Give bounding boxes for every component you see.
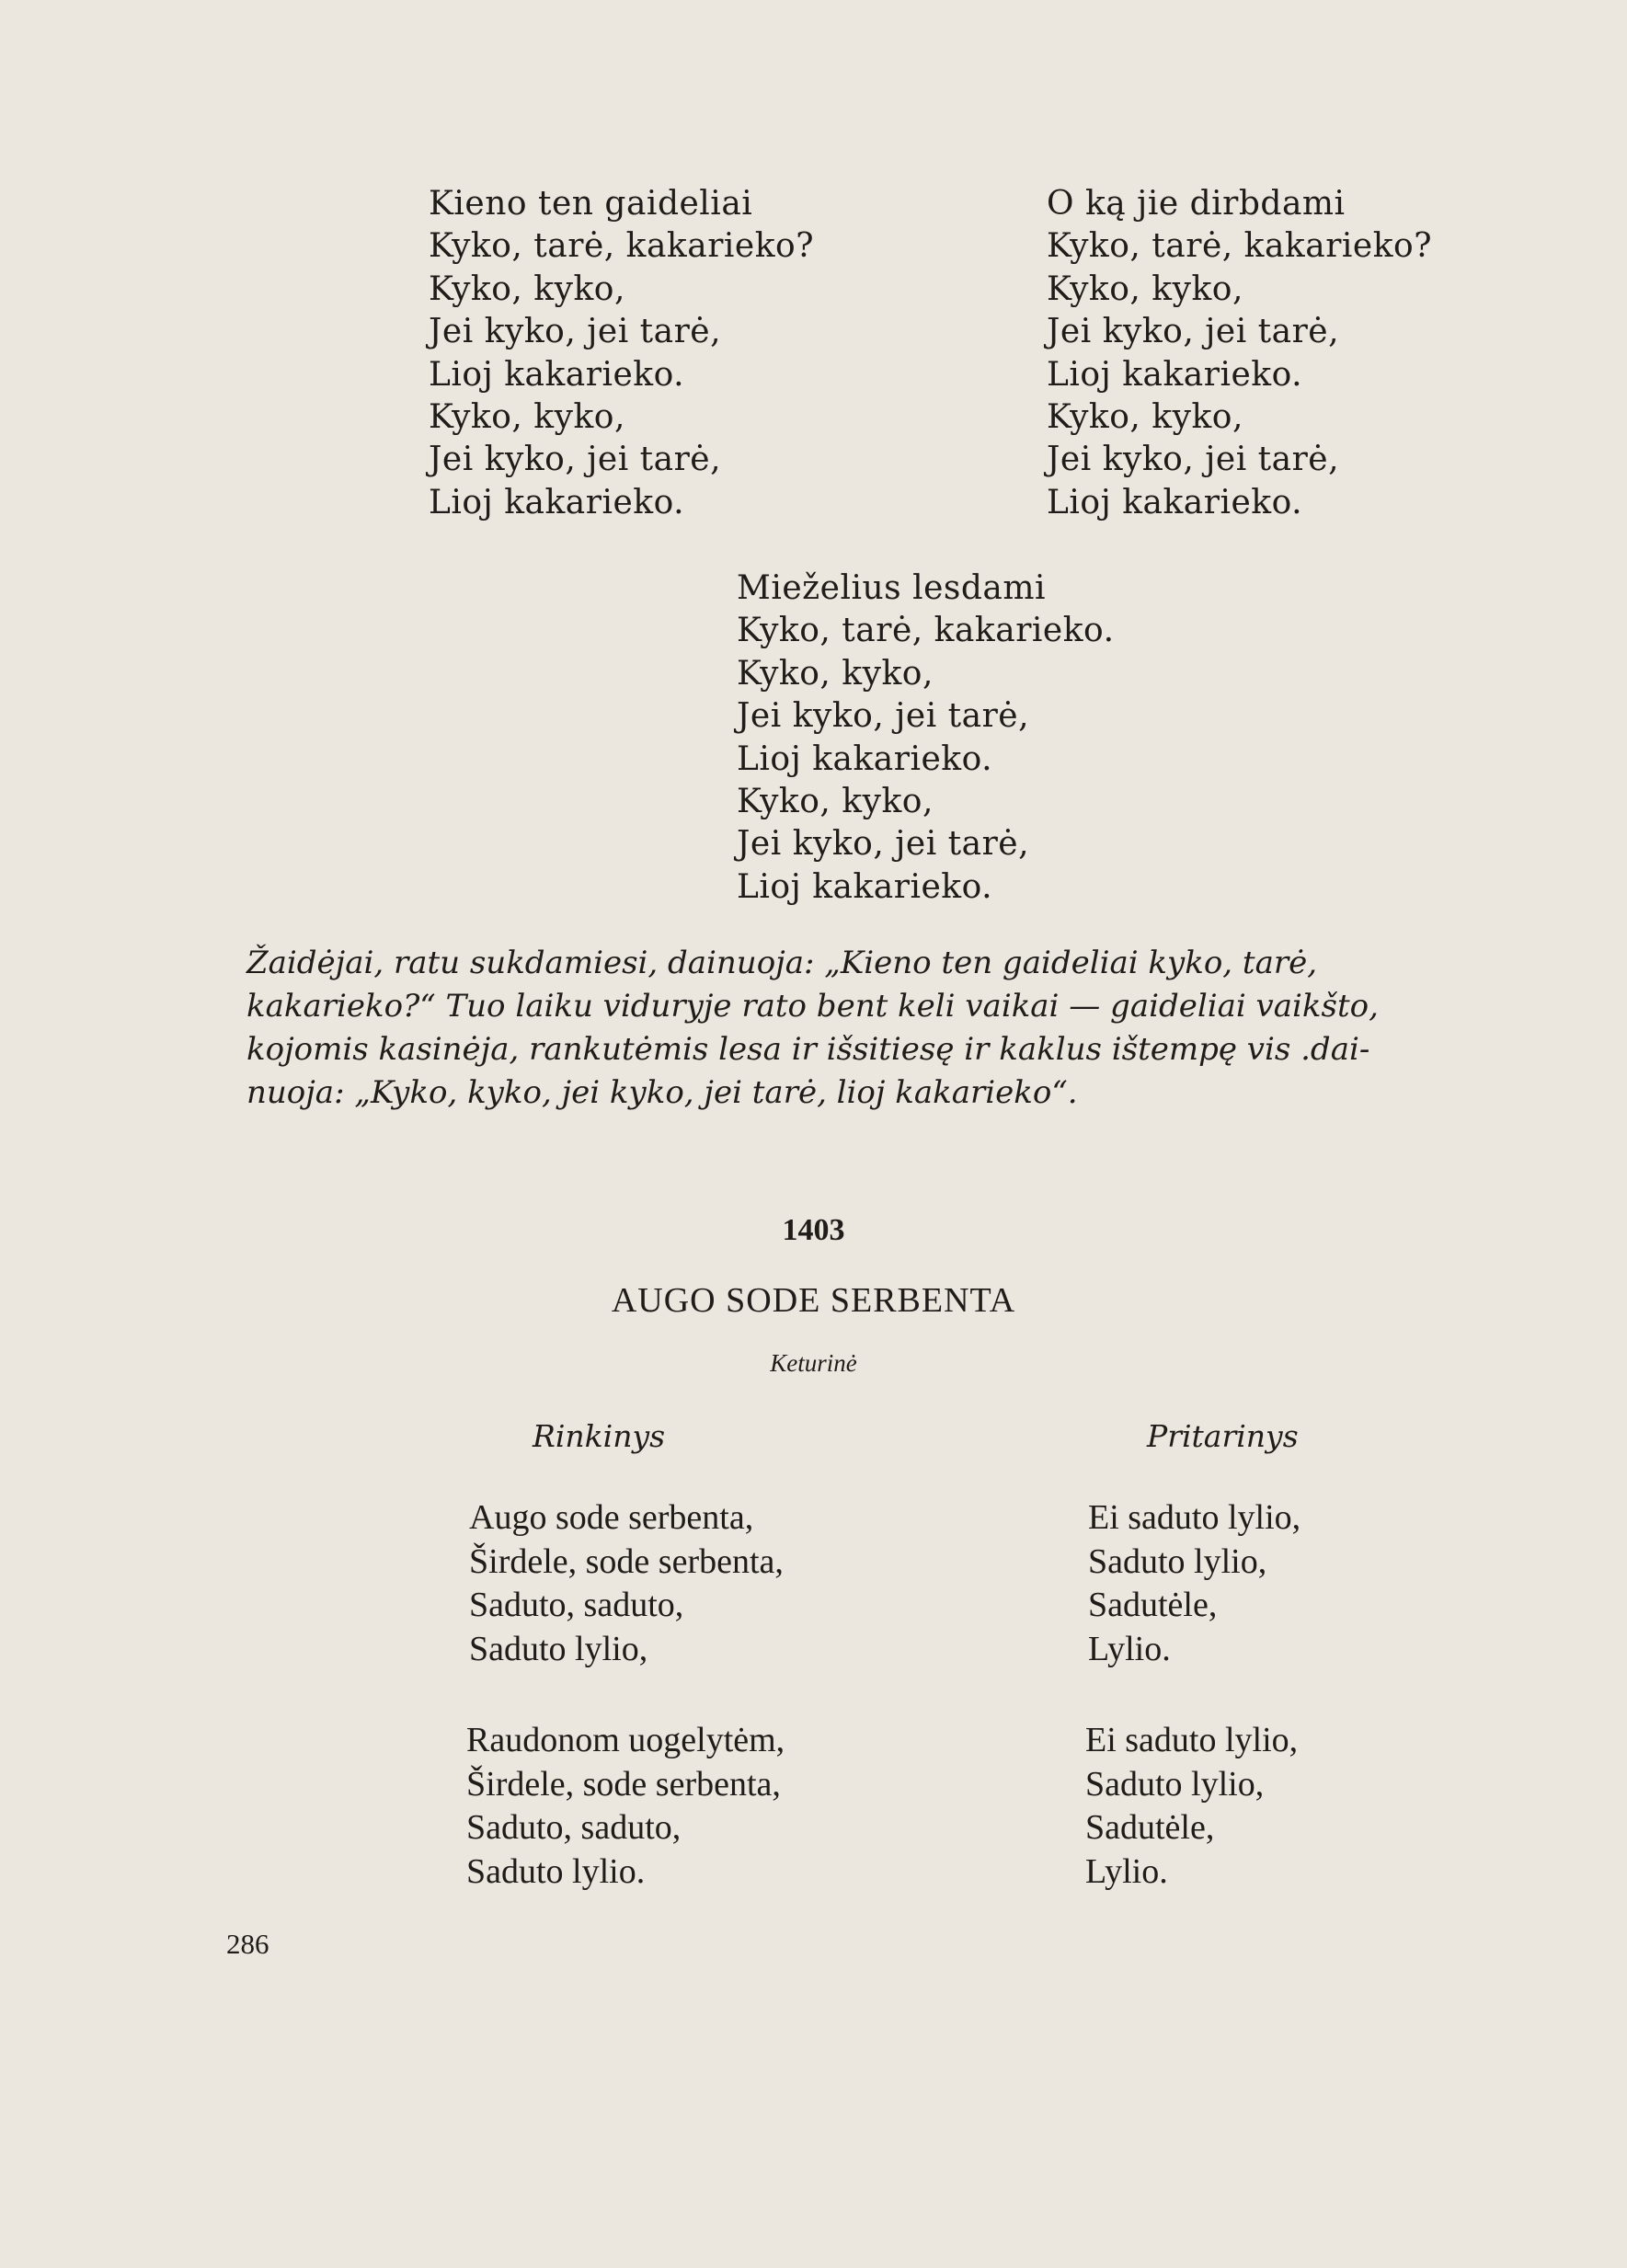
lyric-line: Saduto lylio, [1085,1764,1265,1804]
verse-line: Kyko, tarė, kakarieko? [429,227,815,266]
lyric-line: Lylio. [1088,1629,1171,1668]
verse-line: Lioj kakarieko. [429,355,685,394]
verse-line: Jei kyko, jei tarė, [737,697,1030,736]
song-genre: Keturinė [770,1349,857,1377]
stanza-left-2 [466,1719,785,1894]
verse-line: Kieno ten gaideliai [429,185,753,223]
description-line: kojomis kasinėja, rankutėmis lesa ir išsitiesę ir kaklus ištempę vis .dai- [246,1031,1370,1068]
verse-line: Lioj kakarieko. [1047,355,1303,394]
game-description [246,942,1571,1115]
lyric-line: Sadutėle, [1088,1586,1218,1624]
verse-right [1047,183,1432,524]
description-line: Žaidėjai, ratu sukdamiesi, dainuoja: „Kieno ten gaideliai kyko, tarė, [246,945,1318,981]
lyric-line: Širdele, sode serbenta, [469,1541,784,1581]
verse-line: Jei kyko, jei tarė, [737,825,1030,864]
lyric-line: Saduto, saduto, [469,1586,684,1624]
verse-line: Kyko, kyko, [1047,398,1243,437]
verse-line: Lioj kakarieko. [737,867,993,906]
verse-line: Jei kyko, jei tarė, [429,313,722,351]
verse-line: Jei kyko, jei tarė, [1047,313,1340,351]
lyric-line: Augo sode serbenta, [469,1498,754,1537]
lyric-line: Širdele, sode serbenta, [466,1764,781,1804]
column-header-pritarinys: Pritarinys [1147,1418,1299,1454]
verse-line: Lioj kakarieko. [429,483,685,521]
stanza-right-2 [1085,1719,1298,1894]
lyric-line: Lylio. [1085,1851,1168,1891]
lyric-line: Saduto, saduto, [466,1808,682,1847]
verse-line: Kyko, kyko, [737,783,934,821]
description-line: nuoja: „Kyko, kyko, jei kyko, jei tarė, lioj kakarieko“. [246,1074,1078,1111]
lyric-line: Ei saduto lylio, [1085,1721,1299,1759]
lyric-line: Ei saduto lylio, [1088,1498,1301,1537]
lyric-line: Sadutėle, [1085,1808,1215,1847]
verse-line: Kyko, kyko, [737,654,934,693]
lyric-line: Saduto lylio. [466,1851,646,1891]
stanza-right-1 [1088,1496,1300,1671]
verse-line: Kyko, tarė, kakarieko? [1047,227,1433,266]
verse-line: Kyko, kyko, [429,398,625,437]
verse-line: Jei kyko, jei tarė, [1047,441,1340,479]
verse-left [429,183,814,524]
page-number: 286 [226,1928,269,1960]
lyric-line: Saduto lylio, [469,1629,648,1668]
verse-line: Mieželius lesdami [737,569,1047,607]
verse-line: Kyko, kyko, [1047,269,1243,308]
song-title: AUGO SODE SERBENTA [611,1281,1016,1320]
lyric-line: Saduto lylio, [1088,1541,1267,1581]
verse-line: Lioj kakarieko. [1047,483,1303,521]
stanza-left-1 [469,1496,784,1671]
lyric-line: Raudonom uogelytėm, [466,1721,785,1759]
verse-line: Jei kyko, jei tarė, [429,441,722,479]
verse-line: Kyko, tarė, kakarieko. [737,612,1115,650]
verse-line: Lioj kakarieko. [737,739,993,778]
song-number: 1403 [782,1213,845,1247]
column-header-rinkinys: Rinkinys [533,1418,666,1454]
verse-line: Kyko, kyko, [429,269,625,308]
verse-center [737,567,1115,909]
description-line: kakarieko?“ Tuo laiku viduryje rato bent keli vaikai — gaideliai vaikšto, [246,988,1379,1025]
verse-line: O ką jie dirbdami [1047,185,1346,223]
